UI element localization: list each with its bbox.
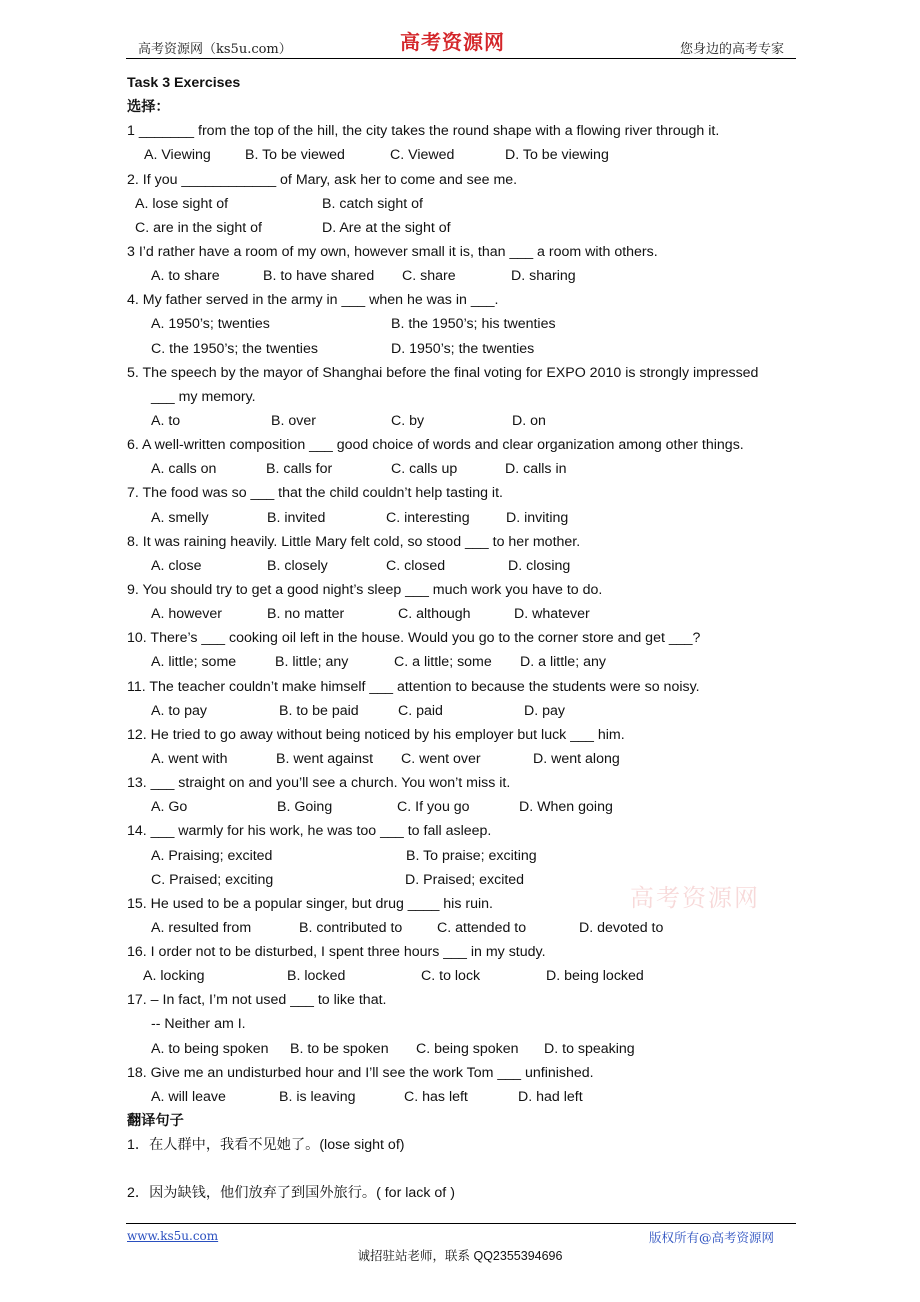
translation-item: 2．因为缺钱，他们放弃了到国外旅行。( for lack of ): [127, 1185, 455, 1202]
question-text: 3 I’d rather have a room of my own, however small it is, than ___ a room with others.: [127, 243, 658, 260]
watermark: 高考资源网: [630, 884, 760, 912]
answer-option: A. Praising; excited: [151, 847, 273, 864]
answer-option: B. little; any: [275, 654, 349, 671]
answer-option: A. resulted from: [151, 919, 252, 936]
answer-option: B. is leaving: [279, 1088, 356, 1105]
question-text: 17. – In fact, I’m not used ___ to like that.: [127, 992, 387, 1009]
answer-option: D. whatever: [514, 606, 590, 623]
question-text: 7. The food was so ___ that the child couldn’t help tasting it.: [127, 485, 503, 502]
answer-option: D. devoted to: [579, 919, 664, 936]
question-text: 11. The teacher couldn’t make himself ___ attention to because the students were so noisy.: [127, 678, 700, 695]
answer-option: D. pay: [524, 702, 566, 719]
answer-option: D. inviting: [506, 509, 569, 526]
answer-option: D. calls in: [505, 461, 567, 478]
question-text: 8. It was raining heavily. Little Mary felt cold, so stood ___ to her mother.: [127, 533, 581, 550]
answer-option: D. had left: [518, 1088, 583, 1105]
answer-option: B. contributed to: [299, 919, 403, 936]
answer-option: A. went with: [151, 750, 228, 767]
question-text: 6. A well-written composition ___ good choice of words and clear organization among other things.: [127, 437, 744, 454]
answer-option: D. a little; any: [520, 654, 606, 671]
answer-option: C. paid: [398, 702, 443, 719]
exercise-body: [127, 71, 807, 1206]
answer-option: A. to pay: [151, 702, 207, 719]
answer-option: D. being locked: [546, 968, 644, 985]
option-row: [127, 964, 807, 988]
answer-option: B. went against: [276, 750, 374, 767]
answer-option: A. to being spoken: [151, 1040, 269, 1057]
answer-option: A. calls on: [151, 461, 217, 478]
answer-option: A. Go: [151, 799, 188, 816]
answer-option: B. to be spoken: [290, 1040, 389, 1057]
answer-option: B. over: [271, 412, 316, 429]
option-row: [127, 602, 807, 626]
option-row: [127, 1037, 807, 1061]
question-text-continued: -- Neither am I.: [151, 1016, 246, 1033]
answer-option: D. to speaking: [544, 1040, 635, 1057]
answer-option: C. Praised; exciting: [151, 871, 274, 888]
footer-divider: [126, 1223, 796, 1224]
answer-option: C. calls up: [391, 461, 458, 478]
question-text: 18. Give me an undisturbed hour and I’ll see the work Tom ___ unfinished.: [127, 1064, 594, 1081]
section-heading-translation: 翻译句子: [127, 1113, 184, 1130]
answer-option: D. on: [512, 412, 546, 429]
answer-option: B. invited: [267, 509, 326, 526]
answer-option: C. a little; some: [394, 654, 492, 671]
option-row: [127, 795, 807, 819]
answer-option: B. calls for: [266, 461, 333, 478]
answer-option: A. smelly: [151, 509, 209, 526]
question-text: 1 _______ from the top of the hill, the city takes the round shape with a flowing river through it.: [127, 123, 720, 140]
option-row: [127, 1085, 807, 1109]
answer-option: C. has left: [404, 1088, 468, 1105]
answer-option: A. lose sight of: [135, 195, 229, 212]
option-row: [127, 554, 807, 578]
answer-option: A. Viewing: [144, 147, 211, 164]
answer-option: C. by: [391, 412, 425, 429]
option-row: [127, 312, 807, 336]
answer-option: B. catch sight of: [322, 195, 423, 212]
section-heading-choice: 选择：: [127, 99, 170, 116]
question-text: 4. My father served in the army in ___ when he was in ___.: [127, 292, 499, 309]
footer-contact: 诚招驻站老师，联系 QQ2355394696: [357, 1249, 563, 1263]
option-row: [127, 409, 807, 433]
answer-option: C. Viewed: [390, 147, 455, 164]
answer-option: D. closing: [508, 557, 571, 574]
answer-option: C. If you go: [397, 799, 470, 816]
option-row: [127, 143, 807, 167]
answer-option: C. share: [402, 268, 456, 285]
footer-link[interactable]: www.ks5u.com: [127, 1229, 219, 1243]
answer-option: A. 1950’s; twenties: [151, 316, 270, 333]
answer-option: B. closely: [267, 557, 328, 574]
answer-option: A. to: [151, 412, 181, 429]
answer-option: D. When going: [519, 799, 613, 816]
answer-option: B. to have shared: [263, 268, 375, 285]
header-divider: [126, 58, 796, 59]
answer-option: D. To be viewing: [505, 147, 609, 164]
answer-option: A. locking: [143, 968, 205, 985]
header-logo: 高考资源网: [400, 30, 505, 54]
question-text: 15. He used to be a popular singer, but drug ____ his ruin.: [127, 895, 493, 912]
option-row: [127, 747, 807, 771]
answer-option: D. Praised; excited: [405, 871, 525, 888]
translation-item: 1．在人群中，我看不见她了。(lose sight of): [127, 1137, 405, 1154]
blank-line: [127, 1157, 807, 1181]
answer-option: C. closed: [386, 557, 446, 574]
option-row: [127, 337, 807, 361]
option-row: [127, 506, 807, 530]
answer-option: B. no matter: [267, 606, 345, 623]
answer-option: B. To praise; exciting: [406, 847, 537, 864]
option-row: [127, 868, 807, 892]
question-text: 14. ___ warmly for his work, he was too ___ to fall asleep.: [127, 823, 492, 840]
option-row: [127, 699, 807, 723]
answer-option: C. the 1950’s; the twenties: [151, 340, 318, 357]
question-text: 9. You should try to get a good night’s sleep ___ much work you have to do.: [127, 581, 603, 598]
question-list: [127, 119, 807, 1109]
answer-option: C. attended to: [437, 919, 527, 936]
answer-option: D. went along: [533, 750, 620, 767]
answer-option: D. sharing: [511, 268, 576, 285]
footer-copyright: 版权所有@高考资源网: [648, 1230, 774, 1245]
answer-option: C. are in the sight of: [135, 219, 262, 236]
answer-option: A. will leave: [151, 1088, 226, 1105]
answer-option: B. to be paid: [279, 702, 359, 719]
question-text: 13. ___ straight on and you’ll see a church. You won’t miss it.: [127, 775, 511, 792]
answer-option: C. although: [398, 606, 471, 623]
answer-option: C. went over: [401, 750, 481, 767]
question-text-continued: ___ my memory.: [151, 388, 256, 405]
answer-option: B. the 1950’s; his twenties: [391, 316, 556, 333]
answer-option: A. little; some: [151, 654, 237, 671]
answer-option: B. Going: [277, 799, 333, 816]
question-text: 2. If you ____________ of Mary, ask her to come and see me.: [127, 171, 518, 188]
answer-option: B. To be viewed: [245, 147, 345, 164]
answer-option: C. interesting: [386, 509, 470, 526]
header-slogan: 您身边的高考专家: [679, 42, 784, 57]
option-row: [127, 216, 807, 240]
option-row: [127, 457, 807, 481]
page-title: Task 3 Exercises: [127, 75, 241, 91]
question-text: 5. The speech by the mayor of Shanghai before the final voting for EXPO 2010 is strongly impressed: [127, 364, 759, 381]
answer-option: D. 1950’s; the twenties: [391, 340, 535, 357]
option-row: [127, 650, 807, 674]
question-text: 12. He tried to go away without being noticed by his employer but luck ___ him.: [127, 726, 625, 743]
option-row: [127, 916, 807, 940]
question-text: 16. I order not to be disturbed, I spent three hours ___ in my study.: [127, 944, 546, 961]
answer-option: C. to lock: [421, 968, 481, 985]
option-row: [127, 844, 807, 868]
answer-option: C. being spoken: [416, 1040, 519, 1057]
answer-option: B. locked: [287, 968, 346, 985]
answer-option: A. to share: [151, 268, 220, 285]
option-row: [127, 192, 807, 216]
answer-option: A. close: [151, 557, 202, 574]
answer-option: A. however: [151, 606, 222, 623]
question-text: 10. There’s ___ cooking oil left in the house. Would you go to the corner store and get ___?: [127, 630, 701, 647]
header-site-name: 高考资源网（ks5u.com）: [138, 42, 292, 57]
option-row: [127, 264, 807, 288]
answer-option: D. Are at the sight of: [322, 219, 451, 236]
